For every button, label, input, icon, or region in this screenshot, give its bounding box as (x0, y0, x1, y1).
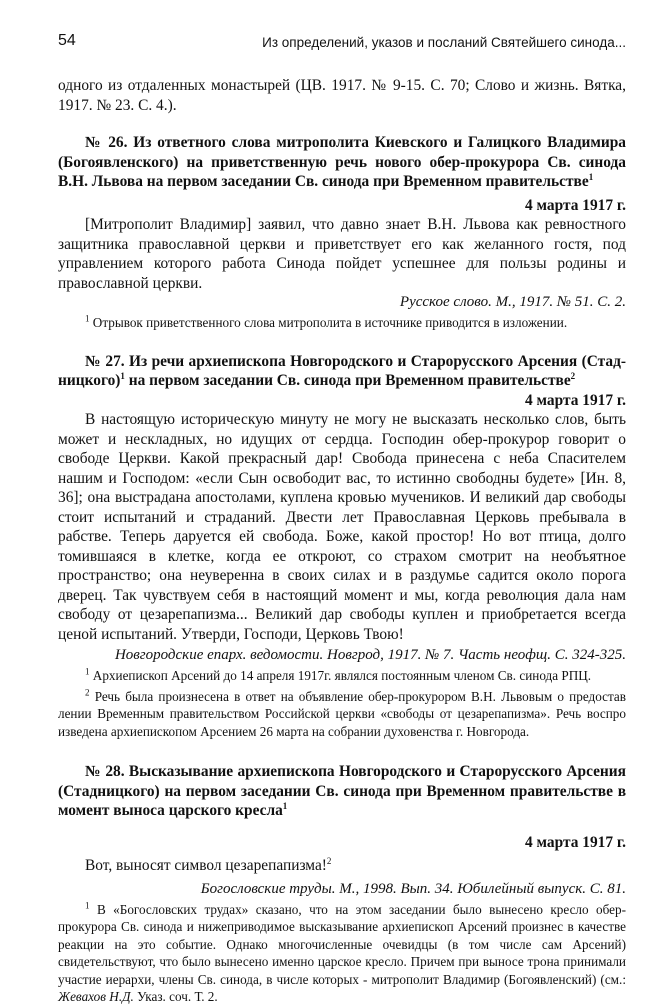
doc26-date: 4 марта 1917 г. (525, 196, 626, 214)
doc27-date: 4 марта 1917 г. (525, 391, 626, 409)
doc27-footnote-2: $^2$ Речь была произнесена в ответ на объявление обер-прокурором В.Н. Львовым о предостав лении Временным правительством Российской церкви «свободы от цезарепапизма». Речь воспро изведена архиепископом Арсением 26 марта на собрании духовенства г. Новгорода. (58, 687, 627, 739)
doc27-title-footnote-mark-1: 1 (120, 370, 125, 381)
doc26-footnote-1-mark: 1 (85, 313, 90, 324)
doc27-title-footnote-mark-2: 2 (570, 370, 576, 381)
doc26-source: Русское слово. М., 1917. № 51. С. 2. (399, 294, 626, 310)
running-title: Из определений, указов и посланий Святейшего синода... (262, 35, 626, 50)
doc28-footnote-1: $^1$ В «Богословских трудах» сказано, что на этом заседании было вынесено кресло обер-прокурора Св. синода и нижеприводимое высказывание архиепископ Арсений произнес в качестве реакции на это событие. Однако многочисленные очевидцы (в том числе сам Арсений) свидетельствуют, что было вынесено именно царское кресло. Причем при выносе трона принимали участие иерархи, члены Св. синода, в числе которых - митрополит Владимир (Богоявленский) (см.: Жевахов Н.Д. Указ. соч. Т. 2. (58, 900, 626, 1004)
doc26-footnote-1: $^1$ Отрывок приветственного слова митрополита в источнике приводится в изложении. (85, 313, 568, 330)
page-header (58, 32, 626, 62)
doc26-title: № 26. Из ответного слова митрополита Киевского и Галицкого Владимира (Богоявленского) на приветственную речь нового обер-прокурора Св. синода В.Н. Львова на первом заседании Св. синода при Временном правительстве$^1$ (58, 134, 626, 190)
doc27-title: № 27. Из речи архиепископа Новгородского и Старорусского Арсения (Стад-ницкого)$^1$ на первом заседании Св. синода при Временном правительстве$^2$ (58, 352, 626, 389)
doc28-footnote-1-author: Жевахов Н.Д. (58, 989, 134, 1004)
intro-text: одного из отдаленных монастырей (ЦВ. 1917. № 9-15. С. 70; Слово и жизнь. Вятка, 1917. № 23. С. 4.). (58, 77, 626, 114)
doc28-title: № 28. Высказывание архиепископа Новгородского и Старорусского Арсения (Стадницкого) на первом заседании Св. синода при Временном правительстве в момент выноса царского кресла$^1$ (58, 763, 626, 819)
document-28 (58, 762, 626, 1006)
page-number: 54 (58, 32, 76, 49)
document-27 (58, 352, 626, 741)
doc28-source: Богословские труды. М., 1998. Вып. 34. Юбилейный выпуск. С. 81. (200, 880, 626, 897)
doc26-text: [Митрополит Владимир] заявил, что давно знает В.Н. Львова как ревностного защитника православной церкви и приветствует его как желанного гостя, под управлением которого работа Синода пойдет успешнее для пользы родины и православной церкви. (58, 216, 626, 292)
doc27-source: Новгородские епарх. ведомости. Новгрод, 1917. № 7. Часть неофщ. С. 324-325. (114, 647, 626, 663)
doc27-footnote-1-mark: 1 (85, 666, 90, 677)
doc27-footnote-2-mark: 2 (85, 687, 90, 698)
doc27-footnote-1: $^1$ Архиепископ Арсений до 14 апреля 1917г. являлся постоянным членом Св. синода РПЦ. (85, 666, 592, 683)
doc28-title-footnote-mark: 1 (282, 800, 288, 811)
doc27-text: В настоящую историческую минуту не могу не высказать несколько слов, быть может и нескладных, но идущих от сердца. Господин обер-прокурор говорит о свободе Церкви. Какой прекрасный дар! Свобода принесена с неба Спасителем нашим и Господом: «если Сын освободит вас, то истинно свободны будете» [Ин. 8, 36]; она выстрадана апостолами, куплена кровью мучеников. И великий дар свободы стоит испытаний и страданий. Двести лет Православная Церковь пребывала в рабстве. Теперь даруется ей свобода. Боже, какой простор! Но вот птица, долго томившаяся в клетке, когда ее откроют, со страхом смотрит на необъятное пространство; она неуверенна в своих силах и в раздумье садится около порога дверец. Так чувствуем себя в настоящий момент и мы, когда революция дала нам свободу от цезарепапизма... Великий дар свободы куплен и приобретается всегда ценой испытаний. Утверди, Господи, Церковь Твою! (58, 411, 626, 643)
doc28-text-footnote-mark: 2 (326, 855, 332, 866)
doc28-text: Вот, выносят символ цезарепапизма!$^2$ (85, 855, 332, 874)
doc28-date: 4 марта 1917 г. (525, 833, 626, 851)
document-26 (58, 133, 626, 332)
doc28-footnote-1-mark: 1 (85, 900, 90, 911)
doc26-title-footnote-mark: 1 (588, 171, 594, 182)
